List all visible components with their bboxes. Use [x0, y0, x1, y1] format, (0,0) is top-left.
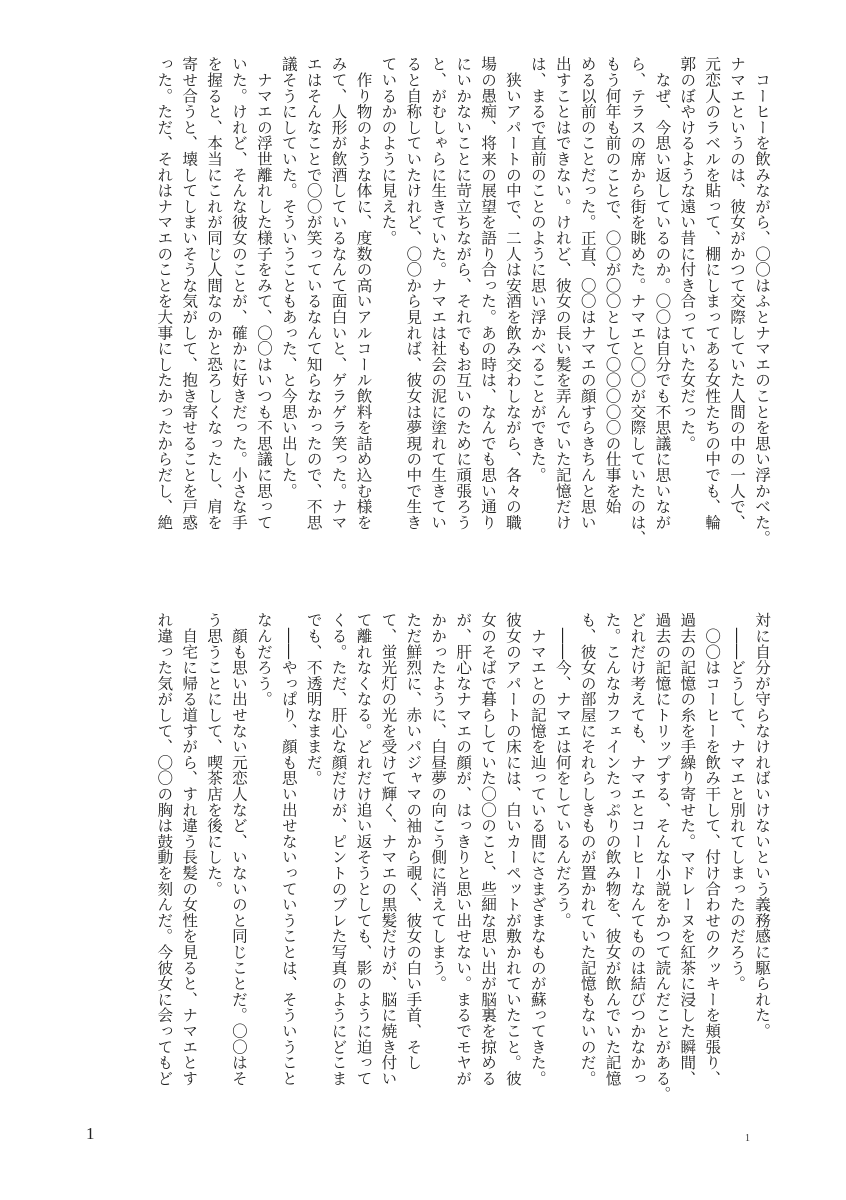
- text-column: なぜ、今思い返しているのか。〇〇は自分でも不思議に思いなが: [653, 56, 672, 530]
- text-column: ――今、ナマエは何をしているんだろう。: [553, 612, 572, 928]
- text-column: ただ鮮烈に、赤いパジャマの袖から覗く、彼女の白い手首、そし: [404, 612, 423, 1071]
- text-column: なんだろう。: [254, 612, 273, 707]
- text-column: 彼女のアパートの床には、白いカーペットが敷かれていたこと。彼: [503, 612, 522, 1086]
- text-block-upper: [151, 56, 774, 601]
- text-column: ナマエというのは、彼女がかつて交際していた人間の中の一人で、: [728, 56, 747, 530]
- text-column: 女のそばで暮らしていた〇〇のこと、些細な思い出が脳裏を掠める: [479, 612, 498, 1086]
- text-column: う思うことにして、喫茶店を後にした。: [205, 612, 224, 897]
- text-column: める以前のことだった。正直、〇〇はナマエの顔すらきちんと思い: [578, 56, 597, 530]
- text-column: を握ると、本当にこれが同じ人間なのかと恐ろしくなったし、肩を: [205, 56, 224, 530]
- text-column: にいかないことに苛立ちながら、それでもお互いのために頑張ろう: [454, 56, 473, 530]
- text-column: いた。けれど、そんな彼女のことが、確かに好きだった。小さな手: [229, 56, 248, 530]
- text-column: ――やっぱり、顔も思い出せないっていうことは、そういうこと: [279, 612, 298, 1086]
- text-column: れ違った気がして、〇〇の胸は鼓動を刻んだ。今彼女に会ってもど: [155, 612, 174, 1086]
- text-column: 対に自分が守らなければいけないという義務感に駆られた。: [753, 612, 771, 1039]
- text-column: どれだけ考えても、ナマエとコーヒーなんてものは結びつかなかっ: [628, 612, 647, 1086]
- text-block-lower: [151, 612, 774, 1122]
- text-column: 過去の記憶の糸を手繰り寄せた。マドレーヌを紅茶に浸した瞬間、: [678, 612, 697, 1086]
- text-column: 顔も思い出せない元恋人など、いないのと同じことだ。〇〇はそ: [229, 612, 248, 1086]
- text-column: と、がむしゃらに生きていた。ナマエは社会の泥に塗れて生きてい: [429, 56, 448, 530]
- text-column: 自宅に帰る道すがら、すれ違う長髪の女性を見ると、ナマエとす: [180, 612, 199, 1086]
- text-column: 郭のぼやけるような遠い昔に付き合っていた女だった。: [678, 56, 697, 451]
- text-column: もう何年も前のことで、〇〇が〇〇として〇〇〇〇〇の仕事を始: [603, 56, 622, 515]
- text-column: ――どうして、ナマエと別れてしまったのだろう。: [728, 612, 747, 992]
- text-column: ているかのように見えた。: [379, 56, 398, 246]
- text-column: 場の愚痴、将来の展望を語り合った。あの時は、なんでも思い通り: [479, 56, 498, 530]
- text-column: 議そうにしていた。そういうこともあった、と今思い出した。: [279, 56, 298, 499]
- text-column: 元恋人のラベルを貼って、棚にしまってある女性たちの中でも、輪: [703, 56, 722, 530]
- text-column: 狭いアパートの中で、二人は安酒を飲み交わしながら、各々の職: [503, 56, 522, 530]
- text-column: ら、テラスの席から街を眺めた。ナマエと〇〇が交際していたのは、: [628, 56, 647, 546]
- text-column: 〇〇はコーヒーを飲み干して、付け合わせのクッキーを頬張り、: [703, 612, 722, 1086]
- text-column: は、まるで直前のことのように思い浮かべることができた。: [528, 56, 547, 483]
- text-column: ナマエの浮世離れした様子をみて、〇〇はいつも不思議に思って: [254, 56, 273, 530]
- text-column: 出すことはできない。けれど、彼女の長い髪を弄んでいた記憶だけ: [553, 56, 572, 530]
- text-column: でも、不透明なままだ。: [304, 612, 323, 786]
- text-column: が、肝心なナマエの顔が、はっきりと思い出せない。まるでモヤが: [454, 612, 473, 1086]
- text-column: エはそんなことで〇〇が笑っているなんて知らなかったので、不思: [304, 56, 323, 530]
- text-column: ナマエとの記憶を辿っている間にさまざまなものが蘇ってきた。: [528, 612, 547, 1086]
- text-column: 作り物のような体に、度数の高いアルコール飲料を詰め込む様を: [354, 56, 373, 530]
- text-column: った。ただ、それはナマエのことを大事にしたかったからだし、絶: [155, 56, 174, 530]
- text-column: 過去の記憶にトリップする、そんな小説をかつて読んだことがある。: [653, 612, 672, 1102]
- text-column: みて、人形が飲酒しているなんて面白いと、ゲラゲラ笑った。ナマ: [329, 56, 348, 530]
- text-column: 寄せ合うと、壊してしまいそうな気がして、抱き寄せることを戸惑: [180, 56, 199, 530]
- text-column: くる。ただ、肝心な顔だけが、ピントのブレた写真のようにどこま: [329, 612, 348, 1086]
- text-column: て、蛍光灯の光を受けて輝く、ナマエの黒髪だけが、脳に焼き付い: [379, 612, 398, 1086]
- text-column: かかったように、白昼夢の向こう側に消えてしまう。: [429, 612, 448, 992]
- text-column: コーヒーを飲みながら、〇〇はふとナマエのことを思い浮かべた。: [753, 56, 771, 546]
- text-column: ると自称していたけれど、〇〇から見れば、彼女は夢現の中で生き: [404, 56, 423, 530]
- text-column: た。こんなカフェインたっぷりの飲み物を、彼女が飲んでいた記憶: [603, 612, 622, 1086]
- text-column: て離れなくなる。どれだけ追い返そうとしても、影のように迫って: [354, 612, 373, 1086]
- text-column: も、彼女の部屋にそれらしきものが置かれていた記憶もないのだ。: [578, 612, 597, 1086]
- page-number-right: 1: [745, 1133, 750, 1144]
- page-number-left: 1: [86, 1124, 95, 1143]
